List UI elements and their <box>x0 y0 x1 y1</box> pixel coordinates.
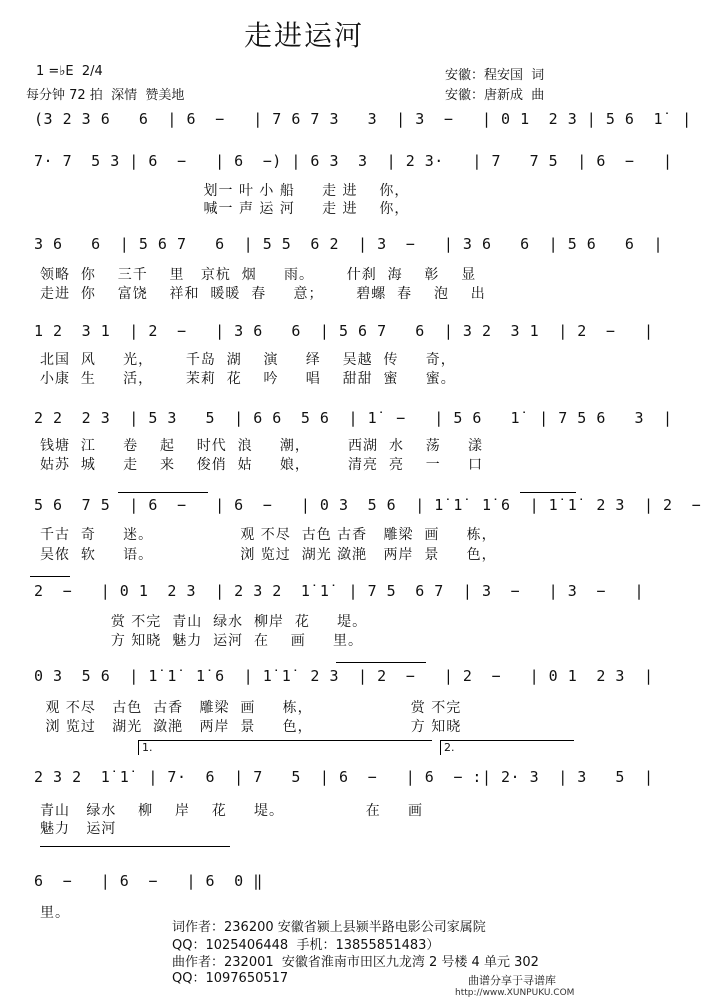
lyric-line-3b: 走进 你 富饶 祥和 暖暖 春 意； 碧螺 春 泡 出 <box>40 286 486 302</box>
lyricist-contact: QQ：1025406448 手机：13855851483） <box>172 938 440 953</box>
lyricist-credit: 安徽：程安国 词 <box>445 68 545 83</box>
lyric-line-4a: 北国 风 光， 千岛 湖 演 绎 吴越 传 奇， <box>40 352 456 368</box>
lyric-line-2a: 划一 叶 小 船 走 进 你， <box>40 183 410 199</box>
composer-address: 曲作者：232001 安徽省淮南市田区九龙湾 2 号楼 4 单元 302 <box>172 955 539 970</box>
volta-first-ending: 1. <box>138 740 432 755</box>
key-signature: 1 =♭E 2/4 <box>36 64 103 79</box>
composer-credit: 安徽：唐新成 曲 <box>445 88 545 103</box>
lyric-line-5a: 钱塘 江 卷 起 时代 浪 潮， 西湖 水 荡 漾 <box>40 438 484 454</box>
tie-line <box>520 492 576 493</box>
lyric-line-9b: 魅力 运河 <box>40 821 117 837</box>
watermark-url: http://www.XUNPUKU.COM <box>455 988 575 998</box>
lyric-line-2b: 喊一 声 运 河 走 进 你， <box>40 201 410 217</box>
score-line-8: 0 3 5 6 | 1̇ 1̇ 1̇ 6 | 1̇ 1̇ 2 3 | 2 − | 2 − | 0 1 2 3 | <box>34 667 654 685</box>
score-line-3: 3 6 6 | 5 6 7 6 | 5 5 6 2 | 3 − | 3 6 6 | 5 6 6 | <box>34 235 664 253</box>
lyric-line-8a: 观 不尽 古色 古香 雕梁 画 栋， 赏 不完 <box>40 700 462 716</box>
score-line-10: 6 − | 6 − | 6 0 ‖ <box>34 872 263 890</box>
tie-line <box>30 576 70 577</box>
tempo-marking: 每分钟 72 拍 深情 赞美地 <box>26 88 185 103</box>
composer-qq: QQ：1097650517 <box>172 971 289 986</box>
lyric-line-3a: 领略 你 三千 里 京杭 烟 雨。 什刹 海 彰 显 <box>40 267 477 283</box>
volta-second-ending: 2. <box>440 740 574 755</box>
song-title: 走进运河 <box>243 19 364 52</box>
score-line-2: 7· 7 5 3 | 6 − | 6 −) | 6 3 3 | 2 3· | 7 7 5 | 6 − | <box>34 152 673 170</box>
lyricist-address: 词作者：236200 安徽省颍上县颍半路电影公司家属院 <box>172 920 486 935</box>
score-line-4: 1 2 3 1 | 2 − | 3 6 6 | 5 6 7 6 | 3 2 3 1 | 2 − | <box>34 322 654 340</box>
score-line-7: 2 − | 0 1 2 3 | 2 3 2 1̇ 1̇ | 7 5 6 7 | 3 − | 3 − | <box>34 582 644 600</box>
lyric-line-4b: 小康 生 活， 茉莉 花 吟 唱 甜甜 蜜 蜜。 <box>40 371 456 387</box>
watermark-text: 曲谱分享于寻谱库 <box>468 974 556 987</box>
lyric-line-8b: 浏 览过 湖光 潋滟 两岸 景 色， 方 知晓 <box>40 719 462 735</box>
lyric-line-7b: 方 知晓 魅力 运河 在 画 里。 <box>40 633 364 649</box>
lyric-line-10: 里。 <box>40 905 70 921</box>
lyric-line-7a: 赏 不完 青山 绿水 柳岸 花 堤。 <box>40 614 368 630</box>
lyric-line-5b: 姑苏 城 走 来 俊俏 姑 娘， 清亮 亮 一 口 <box>40 457 484 473</box>
lyric-line-9a: 青山 绿水 柳 岸 花 堤。 在 画 <box>40 803 424 819</box>
tie-line <box>40 846 230 847</box>
score-line-9: 2 3 2 1̇ 1̇ | 7· 6 | 7 5 | 6 − | 6 − :| 2· 3 | 3 5 | <box>34 768 654 786</box>
score-line-5: 2 2 2 3 | 5 3 5 | 6 6 5 6 | 1̇ − | 5 6 1̇ | 7 5 6 3 | <box>34 409 673 427</box>
score-line-6: 5 6 7 5 | 6 − | 6 − | 0 3 5 6 | 1̇ 1̇ 1̇ 6 | 1̇ 1̇ 2 3 | 2 − <box>34 496 701 514</box>
lyric-line-6a: 千古 奇 迷。 观 不尽 古色 古香 雕梁 画 栋， <box>40 527 497 543</box>
tie-line <box>118 492 208 493</box>
lyric-line-6b: 吴侬 软 语。 浏 览过 湖光 潋滟 两岸 景 色， <box>40 547 497 563</box>
score-line-1: (3 2 3 6 6 | 6 − | 7 6 7 3 3 | 3 − | 0 1 2 3 | 5 6 1̇ | <box>34 110 692 128</box>
tie-line <box>336 662 426 663</box>
